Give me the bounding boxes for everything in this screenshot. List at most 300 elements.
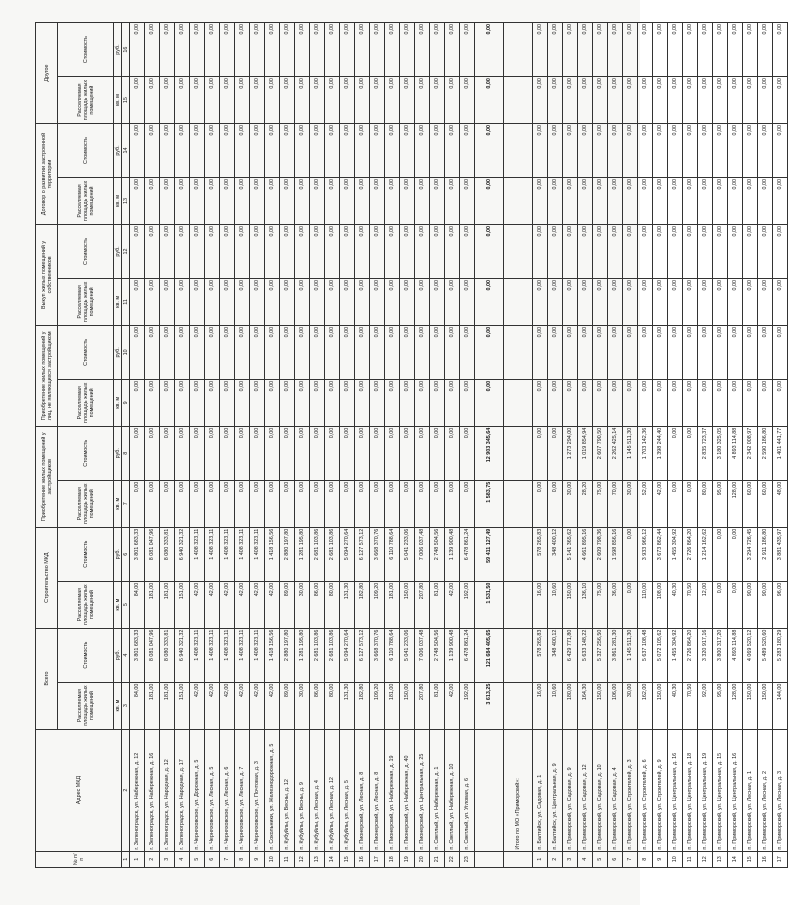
row-cost: 0,00 xyxy=(548,224,563,278)
row-area: 0,00 xyxy=(370,278,385,325)
row-area: 75,00 xyxy=(593,480,608,527)
row-area: 0,00 xyxy=(160,480,175,527)
header-unit-cost-6: руб. xyxy=(114,23,122,77)
row-area: 181,00 xyxy=(385,581,400,628)
row-area: 0,00 xyxy=(280,480,295,527)
row-area: 0,00 xyxy=(145,379,160,426)
row-area: 0,00 xyxy=(370,379,385,426)
row-area: 0,00 xyxy=(623,77,638,124)
row-index: 13 xyxy=(310,851,325,867)
row-area: 16,00 xyxy=(533,581,548,628)
row-cost: 0,00 xyxy=(355,124,370,178)
row-area: 0,00 xyxy=(310,379,325,426)
row-area: 0,00 xyxy=(370,480,385,527)
total-area: 3 613,25 xyxy=(475,682,504,729)
row-cost: 0,00 xyxy=(310,426,325,480)
row-area: 0,00 xyxy=(533,278,548,325)
row-address: п. Светлый, ул. Набережная, д. 10 xyxy=(445,729,460,851)
row-cost: 0,00 xyxy=(533,325,548,379)
row-area: 42,00 xyxy=(250,682,265,729)
row-area: 52,00 xyxy=(638,480,653,527)
row-cost: 0,00 xyxy=(220,325,235,379)
row-area: 0,00 xyxy=(728,581,743,628)
row-area: 0,00 xyxy=(385,178,400,225)
row-cost: 0,00 xyxy=(743,23,758,77)
row-cost: 0,00 xyxy=(460,426,475,480)
row-area: 0,00 xyxy=(250,77,265,124)
total-b-cell xyxy=(504,23,533,77)
row-area: 0,00 xyxy=(325,77,340,124)
row-cost: 0,00 xyxy=(265,23,280,77)
row-cost: 0,00 xyxy=(415,124,430,178)
row-area: 0,00 xyxy=(758,379,773,426)
row-cost: 3 861 281,30 xyxy=(608,628,623,682)
row-address: п. Приморский, ул. Садовая, д. 9 xyxy=(563,729,578,851)
row-cost: 0,00 xyxy=(563,325,578,379)
row-area: 0,00 xyxy=(190,77,205,124)
row-address: п. Кубуйлы, ул. Весны, д. 9 xyxy=(295,729,310,851)
row-area: 0,00 xyxy=(325,379,340,426)
table-row xyxy=(325,23,340,868)
row-cost: 4 069 520,12 xyxy=(743,628,758,682)
row-index: 14 xyxy=(728,851,743,867)
total-row-a xyxy=(475,23,504,868)
row-cost: 0,00 xyxy=(430,124,445,178)
row-area: 0,00 xyxy=(280,278,295,325)
row-cost: 2 681 103,86 xyxy=(310,628,325,682)
row-cost: 0,00 xyxy=(280,124,295,178)
table-row xyxy=(593,23,608,868)
row-area: 0,00 xyxy=(310,77,325,124)
row-cost: 0,00 xyxy=(325,325,340,379)
row-area: 180,00 xyxy=(563,682,578,729)
total-cost: 12 903 345,64 xyxy=(475,426,504,480)
row-cost: 0,00 xyxy=(683,426,698,480)
row-address: п. Светлый, ул. Угловая, д. 6 xyxy=(460,729,475,851)
row-cost: 5 283 180,29 xyxy=(773,628,788,682)
row-address: п. Кубуйлы, ул. Лесная, д. 5 xyxy=(340,729,355,851)
row-cost: 0,00 xyxy=(340,224,355,278)
row-area: 0,00 xyxy=(175,77,190,124)
row-address: п. Приморский, ул. Центральная, д. 19 xyxy=(698,729,713,851)
row-cost: 8 080 333,81 xyxy=(160,527,175,581)
row-index: 15 xyxy=(743,851,758,867)
row-cost: 0,00 xyxy=(400,325,415,379)
row-cost: 0,00 xyxy=(310,124,325,178)
row-area: 0,00 xyxy=(175,178,190,225)
row-index: 10 xyxy=(265,851,280,867)
row-area: 131,30 xyxy=(340,682,355,729)
row-area: 95,00 xyxy=(713,682,728,729)
row-index: 7 xyxy=(220,851,235,867)
table-row xyxy=(295,23,310,868)
row-index: 1 xyxy=(533,851,548,867)
row-cost: 0,00 xyxy=(758,23,773,77)
row-index: 19 xyxy=(400,851,415,867)
row-cost: 0,00 xyxy=(340,23,355,77)
row-cost: 0,00 xyxy=(728,224,743,278)
row-area: 0,00 xyxy=(668,480,683,527)
row-area: 0,00 xyxy=(683,77,698,124)
total-b-cell xyxy=(504,325,533,379)
row-cost: 6 940 321,32 xyxy=(175,628,190,682)
row-area: 0,00 xyxy=(728,178,743,225)
row-area: 0,00 xyxy=(220,178,235,225)
total-b-cell xyxy=(504,480,533,527)
row-cost: 0,00 xyxy=(250,224,265,278)
row-address: п. Приморский, ул. Лесная, д. 3 xyxy=(773,729,788,851)
row-cost: 1 145 511,30 xyxy=(623,426,638,480)
table-total-b xyxy=(504,23,533,868)
row-address: п. Светлый, ул. Набережная, д. 1 xyxy=(430,729,445,851)
row-area: 0,00 xyxy=(415,77,430,124)
row-cost: 1 408 323,11 xyxy=(250,628,265,682)
row-area: 0,00 xyxy=(578,178,593,225)
header-group-other: Другое xyxy=(36,23,58,124)
row-area: 80,00 xyxy=(325,581,340,628)
row-cost: 0,00 xyxy=(578,224,593,278)
row-cost: 1 598 856,16 xyxy=(608,527,623,581)
row-cost: 0,00 xyxy=(608,23,623,77)
row-area: 30,00 xyxy=(623,480,638,527)
row-area: 0,00 xyxy=(340,278,355,325)
row-cost: 5 041 233,06 xyxy=(400,527,415,581)
total-b-cell xyxy=(504,178,533,225)
row-cost: 0,00 xyxy=(190,124,205,178)
total-b-label: Итого по МО «Приморский»: xyxy=(504,729,533,851)
row-cost: 0,00 xyxy=(205,23,220,77)
row-cost: 2 609 798,36 xyxy=(593,527,608,581)
row-cost: 0,00 xyxy=(400,224,415,278)
header-unit-cost-2: руб. xyxy=(114,426,122,480)
row-area: 10,60 xyxy=(548,581,563,628)
header-unit-area-5: кв. м xyxy=(114,178,122,225)
row-area: 0,00 xyxy=(773,178,788,225)
row-cost: 1 139 900,48 xyxy=(445,628,460,682)
row-area: 0,00 xyxy=(460,480,475,527)
row-area: 0,00 xyxy=(683,178,698,225)
row-area: 0,00 xyxy=(578,278,593,325)
row-area: 0,00 xyxy=(400,379,415,426)
row-address: г. Зеленоградск, ул. Набережная, д. 16 xyxy=(145,729,160,851)
row-address: п. Кубуйлы, ул. Лесная, д. 12 xyxy=(325,729,340,851)
row-cost: 0,00 xyxy=(578,23,593,77)
row-area: 0,00 xyxy=(773,278,788,325)
row-address: п. Пионерский, ул. Лесная, д. 8 xyxy=(355,729,370,851)
row-area: 0,00 xyxy=(385,379,400,426)
row-area: 42,00 xyxy=(445,682,460,729)
row-cost: 4 893 114,88 xyxy=(728,628,743,682)
row-area: 0,00 xyxy=(175,379,190,426)
total-b-cell xyxy=(504,124,533,178)
row-area: 0,00 xyxy=(743,379,758,426)
row-area: 150,00 xyxy=(758,682,773,729)
row-area: 0,00 xyxy=(190,278,205,325)
total-b-cell xyxy=(504,682,533,729)
row-area: 0,00 xyxy=(400,77,415,124)
table-row xyxy=(145,23,160,868)
row-cost: 5 094 270,64 xyxy=(340,527,355,581)
row-area: 207,80 xyxy=(415,581,430,628)
row-area: 109,20 xyxy=(370,682,385,729)
row-cost: 3 180 325,05 xyxy=(713,426,728,480)
row-cost: 0,00 xyxy=(325,426,340,480)
row-cost: 0,00 xyxy=(593,325,608,379)
row-address: п. Балтийск, ул. Садовая, д. 1 xyxy=(533,729,548,851)
resettlement-table xyxy=(35,22,788,868)
row-cost: 0,00 xyxy=(400,23,415,77)
row-area: 0,00 xyxy=(758,77,773,124)
row-address: п. Пионерский, ул. Набережная, д. 19 xyxy=(385,729,400,851)
row-cost: 0,00 xyxy=(548,124,563,178)
table-row xyxy=(608,23,623,868)
row-cost: 0,00 xyxy=(145,224,160,278)
row-area: 0,00 xyxy=(145,178,160,225)
row-cost: 0,00 xyxy=(295,124,310,178)
table-row xyxy=(638,23,653,868)
row-area: 95,00 xyxy=(713,480,728,527)
row-index: 13 xyxy=(713,851,728,867)
row-cost: 0,00 xyxy=(385,325,400,379)
row-area: 42,00 xyxy=(653,480,668,527)
row-index: 3 xyxy=(160,851,175,867)
header-col-number: 10 xyxy=(122,325,130,379)
row-area: 42,00 xyxy=(190,581,205,628)
row-area: 0,00 xyxy=(460,379,475,426)
row-cost: 0,00 xyxy=(593,23,608,77)
row-cost: 0,00 xyxy=(160,325,175,379)
row-cost: 3 881 435,97 xyxy=(773,527,788,581)
row-area: 0,00 xyxy=(593,77,608,124)
row-cost: 0,00 xyxy=(713,124,728,178)
table-row xyxy=(743,23,758,868)
row-cost: 0,00 xyxy=(220,426,235,480)
row-area: 0,00 xyxy=(235,379,250,426)
row-cost: 2 590 186,80 xyxy=(758,426,773,480)
row-cost: 0,00 xyxy=(235,224,250,278)
row-cost: 8 081 047,96 xyxy=(145,527,160,581)
row-cost: 1 408 323,11 xyxy=(220,628,235,682)
row-area: 0,00 xyxy=(295,480,310,527)
row-area: 0,00 xyxy=(265,178,280,225)
row-index: 10 xyxy=(668,851,683,867)
row-cost: 0,00 xyxy=(668,124,683,178)
header-unit-area-1: кв. м xyxy=(114,581,122,628)
table-row xyxy=(773,23,788,868)
row-area: 0,00 xyxy=(340,480,355,527)
row-cost: 0,00 xyxy=(175,23,190,77)
row-cost: 3 320 917,16 xyxy=(698,628,713,682)
row-cost: 2 681 103,86 xyxy=(325,628,340,682)
row-area: 0,00 xyxy=(340,77,355,124)
row-cost: 0,00 xyxy=(743,124,758,178)
row-area: 86,00 xyxy=(310,682,325,729)
row-cost: 0,00 xyxy=(578,325,593,379)
row-address: п. Черняховское, ул. Лесная, д. 5 xyxy=(205,729,220,851)
row-area: 0,00 xyxy=(400,178,415,225)
row-index: 21 xyxy=(430,851,445,867)
row-index: 6 xyxy=(205,851,220,867)
row-cost: 0,00 xyxy=(563,23,578,77)
header-column-numbers xyxy=(122,23,130,868)
header-col-number: 2 xyxy=(122,729,130,851)
table-total-a xyxy=(475,23,504,868)
row-area: 0,00 xyxy=(713,77,728,124)
row-cost: 0,00 xyxy=(355,23,370,77)
row-cost: 0,00 xyxy=(445,124,460,178)
row-cost: 2 262 425,14 xyxy=(608,426,623,480)
row-area: 0,00 xyxy=(160,379,175,426)
table-row xyxy=(430,23,445,868)
row-cost: 0,00 xyxy=(668,224,683,278)
row-area: 0,00 xyxy=(563,178,578,225)
row-cost: 0,00 xyxy=(653,124,668,178)
header-unit-area-6: кв. м xyxy=(114,77,122,124)
row-area: 16,00 xyxy=(533,682,548,729)
row-cost: 3 668 370,76 xyxy=(370,628,385,682)
row-cost: 0,00 xyxy=(190,426,205,480)
row-area: 0,00 xyxy=(758,278,773,325)
table-row xyxy=(235,23,250,868)
row-area: 128,00 xyxy=(728,682,743,729)
row-cost: 348 400,12 xyxy=(548,527,563,581)
row-area: 60,00 xyxy=(758,480,773,527)
table-row xyxy=(385,23,400,868)
total-b-index xyxy=(504,851,533,867)
row-cost: 1 408 323,11 xyxy=(205,527,220,581)
row-cost: 0,00 xyxy=(548,325,563,379)
header-unit-cost-0: руб. xyxy=(114,628,122,682)
row-area: 181,00 xyxy=(160,682,175,729)
row-cost: 0,00 xyxy=(265,224,280,278)
row-cost: 0,00 xyxy=(145,426,160,480)
row-area: 0,00 xyxy=(265,77,280,124)
row-area: 30,00 xyxy=(295,581,310,628)
row-area: 80,00 xyxy=(698,480,713,527)
row-cost: 0,00 xyxy=(220,224,235,278)
header-col-number: 9 xyxy=(122,379,130,426)
row-cost: 0,00 xyxy=(295,23,310,77)
header-index: № п/п xyxy=(36,851,122,867)
row-area: 0,00 xyxy=(668,77,683,124)
row-area: 0,00 xyxy=(205,480,220,527)
header-cost-3: Стоимость xyxy=(58,325,114,379)
row-area: 181,00 xyxy=(385,682,400,729)
header-col-number: 7 xyxy=(122,480,130,527)
row-cost: 0,00 xyxy=(533,124,548,178)
row-cost: 0,00 xyxy=(130,124,145,178)
row-cost: 0,00 xyxy=(130,325,145,379)
row-address: п. Приморский, ул. Садовая, д. 12 xyxy=(578,729,593,851)
row-area: 0,00 xyxy=(698,379,713,426)
row-area: 0,00 xyxy=(668,178,683,225)
row-area: 0,00 xyxy=(250,178,265,225)
row-area: 0,00 xyxy=(250,379,265,426)
table-row xyxy=(415,23,430,868)
row-area: 0,00 xyxy=(190,480,205,527)
table-row xyxy=(563,23,578,868)
row-area: 0,00 xyxy=(355,278,370,325)
total-b-cell xyxy=(504,379,533,426)
row-area: 90,00 xyxy=(743,581,758,628)
row-cost: 0,00 xyxy=(310,325,325,379)
row-address: п. Приморский, ул. Садовая, д. 10 xyxy=(593,729,608,851)
row-index: 14 xyxy=(325,851,340,867)
row-cost: 8 080 333,81 xyxy=(160,628,175,682)
total-b-cell xyxy=(504,278,533,325)
row-cost: 0,00 xyxy=(713,23,728,77)
row-cost: 0,00 xyxy=(563,124,578,178)
row-area: 0,00 xyxy=(220,77,235,124)
row-cost: 0,00 xyxy=(370,325,385,379)
row-area: 0,00 xyxy=(160,178,175,225)
row-cost: 0,00 xyxy=(623,23,638,77)
row-cost: 0,00 xyxy=(295,325,310,379)
row-area: 42,00 xyxy=(205,682,220,729)
row-area: 0,00 xyxy=(758,178,773,225)
row-area: 0,00 xyxy=(623,379,638,426)
row-area: 0,00 xyxy=(355,379,370,426)
row-area: 0,00 xyxy=(578,379,593,426)
row-index: 22 xyxy=(445,851,460,867)
row-area: 12,00 xyxy=(698,581,713,628)
row-cost: 0,00 xyxy=(265,325,280,379)
header-unit-cost-1: руб. xyxy=(114,527,122,581)
row-area: 0,00 xyxy=(548,278,563,325)
row-cost: 0,00 xyxy=(713,224,728,278)
row-area: 0,00 xyxy=(415,480,430,527)
row-area: 42,00 xyxy=(265,581,280,628)
total-a-index xyxy=(475,851,504,867)
row-area: 182,80 xyxy=(355,581,370,628)
row-area: 0,00 xyxy=(205,278,220,325)
row-area: 109,20 xyxy=(370,581,385,628)
row-cost: 0,00 xyxy=(683,325,698,379)
header-col-number: 8 xyxy=(122,426,130,480)
total-area: 0,00 xyxy=(475,278,504,325)
row-area: 0,00 xyxy=(713,278,728,325)
row-area: 0,00 xyxy=(190,379,205,426)
row-cost: 0,00 xyxy=(533,23,548,77)
row-cost: 1 408 323,11 xyxy=(190,628,205,682)
row-cost: 0,00 xyxy=(608,124,623,178)
row-cost: 0,00 xyxy=(758,124,773,178)
row-cost: 0,00 xyxy=(280,325,295,379)
row-area: 0,00 xyxy=(683,480,698,527)
row-cost: 0,00 xyxy=(400,124,415,178)
header-group-development-agreement: Договор о развитии застроенной территории xyxy=(36,124,58,225)
row-address: г. Зеленоградск, ул. Народная, д. 17 xyxy=(175,729,190,851)
row-area: 0,00 xyxy=(460,278,475,325)
row-cost: 0,00 xyxy=(145,23,160,77)
table-row xyxy=(758,23,773,868)
row-index: 9 xyxy=(653,851,668,867)
table-body-section-b xyxy=(533,23,788,868)
row-cost: 0,00 xyxy=(638,124,653,178)
row-cost: 0,00 xyxy=(355,325,370,379)
row-cost: 3 800 317,20 xyxy=(713,628,728,682)
row-cost: 0,00 xyxy=(235,124,250,178)
row-cost: 1 408 323,11 xyxy=(190,527,205,581)
row-cost: 0,00 xyxy=(430,325,445,379)
row-cost: 0,00 xyxy=(295,224,310,278)
row-area: 81,00 xyxy=(430,682,445,729)
row-index: 12 xyxy=(698,851,713,867)
row-area: 0,00 xyxy=(563,379,578,426)
row-cost: 2 748 504,56 xyxy=(430,628,445,682)
row-area: 81,00 xyxy=(430,581,445,628)
row-area: 0,00 xyxy=(145,77,160,124)
